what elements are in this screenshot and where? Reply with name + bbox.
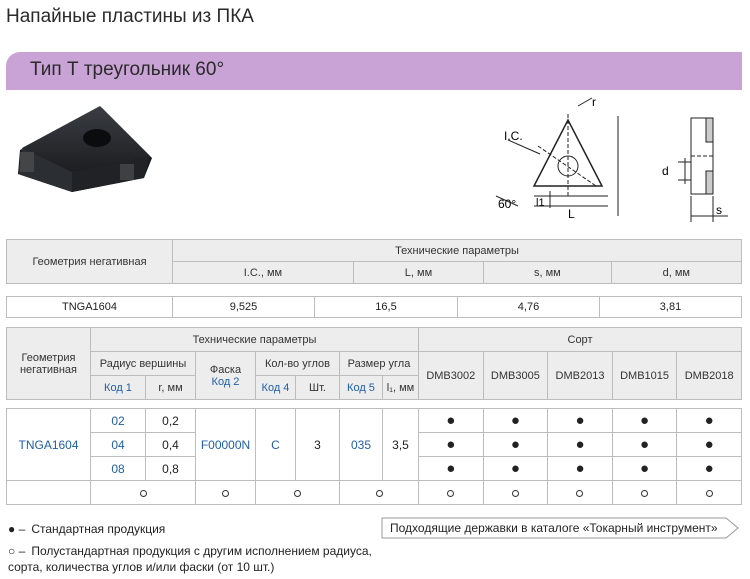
code4-label: Код 4 xyxy=(256,376,296,400)
edge-size-value: 3,5 xyxy=(383,409,419,481)
params-header-2: Технические параметры xyxy=(91,328,419,352)
grade-col-2: DMB3005 xyxy=(483,352,548,400)
legend-semi-standard xyxy=(8,544,372,558)
semi-standard-mark xyxy=(196,481,256,505)
page-title: Напайные пластины из ПКА xyxy=(6,6,254,27)
l1-mm-label: l₁, мм xyxy=(383,376,419,400)
l1-label: l1 xyxy=(536,197,545,209)
semi-standard-mark xyxy=(677,481,742,505)
legend-semi-standard-text-2: сорта, количества углов и/или фаски (от 10 шт.) xyxy=(8,560,275,574)
corners-header: Кол-во углов xyxy=(256,352,340,376)
availability-dot: ● xyxy=(548,457,613,481)
semi-standard-mark xyxy=(91,481,196,505)
technical-drawing xyxy=(478,96,743,231)
d-label: d xyxy=(662,164,669,178)
legend-semi-standard-2 xyxy=(8,560,274,574)
table-row xyxy=(7,481,742,505)
availability-dot: ● xyxy=(677,457,742,481)
d-value: 3,81 xyxy=(600,297,742,318)
ic-value: 9,525 xyxy=(173,297,315,318)
circle-icon: ○ – xyxy=(8,544,26,558)
grade-col-1: DMB3002 xyxy=(419,352,484,400)
availability-dot: ● xyxy=(419,409,484,433)
grades-data-table xyxy=(6,408,742,505)
edge-header: Размер угла xyxy=(340,352,419,376)
r-label: r xyxy=(592,96,596,109)
code1-value: 02 xyxy=(91,409,146,433)
availability-dot: ● xyxy=(483,409,548,433)
L-value: 16,5 xyxy=(315,297,458,318)
semi-standard-mark xyxy=(483,481,548,505)
corners-count-value: 3 xyxy=(296,409,340,481)
availability-dot: ● xyxy=(483,433,548,457)
chamfer-label: Фаска xyxy=(209,363,242,376)
grades-header-table xyxy=(6,327,742,400)
grade-col-3: DMB2013 xyxy=(548,352,613,400)
r-mm-label: r, мм xyxy=(146,376,196,400)
legend-semi-standard-text-1: Полустандартная продукция с другим исполнением радиуса, xyxy=(31,544,372,558)
L-label: L xyxy=(568,207,575,221)
col-ic: I.C., мм xyxy=(173,262,354,284)
code1-label: Код 1 xyxy=(91,376,146,400)
availability-dot: ● xyxy=(612,457,677,481)
availability-dot: ● xyxy=(419,433,484,457)
angle-label: 60° xyxy=(498,197,517,211)
availability-dot: ● xyxy=(677,433,742,457)
r-value: 0,2 xyxy=(146,409,196,433)
geometry-value: TNGA1604 xyxy=(7,409,91,481)
grade-header: Сорт xyxy=(419,328,742,352)
semi-standard-mark xyxy=(256,481,340,505)
semi-standard-mark xyxy=(548,481,613,505)
table-row xyxy=(7,409,742,433)
geometry-header: Геометрия негативная xyxy=(7,240,173,284)
dot-icon: ● – xyxy=(8,522,26,536)
code5-label: Код 5 xyxy=(340,376,383,400)
legend-standard-text: Стандартная продукция xyxy=(31,522,166,536)
geometry-cell: TNGA1604 xyxy=(7,297,173,318)
holders-link-text: Подходящие державки в каталоге «Токарный инструмент» xyxy=(390,521,718,535)
semi-standard-mark xyxy=(340,481,419,505)
grade-col-5: DMB2018 xyxy=(677,352,742,400)
availability-dot: ● xyxy=(612,409,677,433)
table-row xyxy=(7,297,742,318)
edge-code-value: 035 xyxy=(340,409,383,481)
section-banner xyxy=(6,52,742,90)
grade-col-4: DMB1015 xyxy=(612,352,677,400)
insert-photo xyxy=(12,100,162,200)
code2-label: Код 2 xyxy=(211,375,240,388)
code1-value: 08 xyxy=(91,457,146,481)
corners-code-value: C xyxy=(256,409,296,481)
col-L: L, мм xyxy=(353,262,483,284)
legend-standard xyxy=(8,522,165,536)
availability-dot: ● xyxy=(548,409,613,433)
semi-standard-mark xyxy=(419,481,484,505)
empty-cell xyxy=(7,481,91,505)
availability-dot: ● xyxy=(612,433,677,457)
params-header: Технические параметры xyxy=(173,240,742,262)
s-value: 4,76 xyxy=(458,297,600,318)
chamfer-header xyxy=(196,352,256,400)
geometry-header-2: Геометрия негативная xyxy=(7,328,91,400)
availability-dot: ● xyxy=(419,457,484,481)
availability-dot: ● xyxy=(548,433,613,457)
ic-label: I.C. xyxy=(504,129,523,143)
chamfer-value: F00000N xyxy=(196,409,256,481)
availability-dot: ● xyxy=(677,409,742,433)
s-label: s xyxy=(716,203,722,217)
r-value: 0,8 xyxy=(146,457,196,481)
availability-dot: ● xyxy=(483,457,548,481)
params-value-table xyxy=(6,296,742,318)
pcs-label: Шт. xyxy=(296,376,340,400)
params-header-table xyxy=(6,239,742,284)
section-title: Тип Т треугольник 60° xyxy=(30,59,225,80)
r-value: 0,4 xyxy=(146,433,196,457)
col-d: d, мм xyxy=(611,262,741,284)
code1-value: 04 xyxy=(91,433,146,457)
holders-link[interactable] xyxy=(380,516,742,540)
radius-header: Радиус вершины xyxy=(91,352,196,376)
col-s: s, мм xyxy=(484,262,612,284)
semi-standard-mark xyxy=(612,481,677,505)
